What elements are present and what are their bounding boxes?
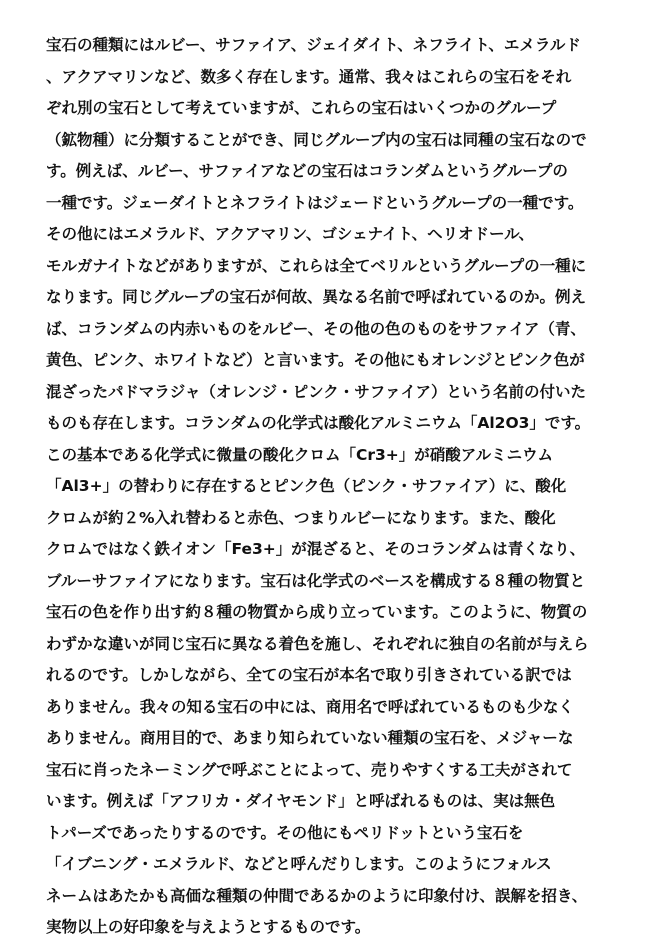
text-line: 宝石の色を作り出す約８種の物質から成り立っています。このように、物質の bbox=[46, 603, 588, 621]
text-line: 実物以上の好印象を与えようとするものです。 bbox=[46, 918, 371, 936]
text-line: クロムではなく鉄イオン「Fe3+」が混ざると、そのコランダムは青くなり、 bbox=[46, 540, 586, 558]
text-line: なります。同じグループの宝石が何故、異なる名前で呼ばれているのか。例え bbox=[46, 288, 587, 306]
text-line: ネームはあたかも高価な種類の仲間であるかのように印象付け、誤解を招き、 bbox=[46, 886, 588, 905]
text-line: 「イブニング・エメラルド、などと呼んだりします。このようにフォルス bbox=[46, 855, 552, 873]
text-line: います。例えば「アフリカ・ダイヤモンド」と呼ばれるものは、実は無色 bbox=[46, 792, 556, 810]
text-line: す。例えば、ルビー、サファイアなどの宝石はコランダムというグループの bbox=[46, 162, 568, 180]
text-line: 一種です。ジェーダイトとネフライトはジェードというグループの一種です。 bbox=[46, 193, 584, 212]
body-text bbox=[46, 30, 646, 944]
text-line: ありません。商用目的で、あまり知られていない種類の宝石を、メジャーな bbox=[46, 729, 574, 747]
text-line: この基本である化学式に微量の酸化クロム「Cr3+」が硝酸アルミニウム bbox=[46, 445, 554, 464]
text-line: クロムが約２%入れ替わると赤色、つまりルビーになります。また、酸化 bbox=[46, 508, 556, 527]
text-line: （鉱物種）に分類することができ、同じグループ内の宝石は同種の宝石なので bbox=[46, 130, 587, 149]
text-line: ありません。我々の知る宝石の中には、商用名で呼ばれているものも少なく bbox=[46, 697, 574, 716]
text-line: 混ざったパドマラジャ（オレンジ・ピンク・サファイア）という名前の付いた bbox=[46, 382, 587, 401]
text-line: ば、コランダムの内赤いものをルビー、その他の色のものをサファイア（青、 bbox=[46, 319, 586, 338]
text-line: 「Al3+」の替わりに存在するとピンク色（ピンク・サファイア）に、酸化 bbox=[46, 477, 567, 495]
text-line: モルガナイトなどがありますが、これらは全てベリルというグループの一種に bbox=[46, 256, 587, 275]
text-line: ぞれ別の宝石として考えていますが、これらの宝石はいくつかのグループ bbox=[46, 99, 557, 117]
text-line: わずかな違いが同じ宝石に異なる着色を施し、それぞれに独自の名前が与えら bbox=[46, 634, 589, 653]
text-line: ものも存在します。コランダムの化学式は酸化アルミニウム「Al2O3」です。 bbox=[46, 414, 591, 432]
text-line: 宝石に肖ったネーミングで呼ぶことによって、売りやすくする工夫がされて bbox=[46, 760, 573, 779]
text-line: その他にはエメラルド、アクアマリン、ゴシェナイト、ヘリオドール、 bbox=[46, 225, 534, 243]
text-line: トパーズであったりするのです。その他にもペリドットという宝石を bbox=[46, 823, 524, 842]
text-line: 宝石の種類にはルビー、サファイア、ジェイダイト、ネフライト、エメラルド bbox=[46, 36, 581, 54]
text-line: 、アクアマリンなど、数多く存在します。通常、我々はこれらの宝石をそれ bbox=[46, 67, 572, 86]
text-line: ブルーサファイアになります。宝石は化学式のベースを構成する８種の物質と bbox=[46, 571, 586, 590]
text-line: 黄色、ピンク、ホワイトなど）と言います。その他にもオレンジとピンク色が bbox=[46, 351, 585, 369]
text-line: れるのです。しかしながら、全ての宝石が本名で取り引きされている訳では bbox=[46, 666, 572, 684]
